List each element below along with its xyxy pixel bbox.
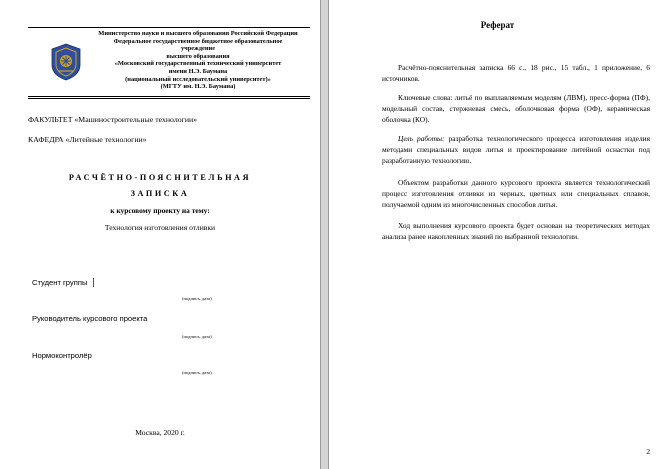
page-gutter <box>320 0 329 469</box>
goal-text: разработка технологического процесса изготовления изделия методами специальных видов литья и проектирование литейной оснастки под разработанную технологию. <box>382 134 650 165</box>
city-year: Москва, 2020 г. <box>135 428 185 437</box>
student-group-label: Студент группы <box>32 278 88 287</box>
organization-header <box>88 30 308 91</box>
abstract-heading: Реферат <box>480 20 515 30</box>
document-title-line1: РАСЧЁТНО-ПОЯСНИТЕЛЬНАЯ <box>68 173 252 182</box>
org-line: Федеральное государственное бюджетное образовательное <box>113 37 283 45</box>
bmstu-emblem-icon <box>50 43 82 81</box>
org-line: (МГТУ им. Н.Э. Баумана) <box>160 83 236 91</box>
abstract-paragraph-approach: Ход выполнения курсового проекта будет основан на теоретических методах анализа ранее накопленных знаний по выбранной технологии. <box>382 221 650 241</box>
signature-date-hint: (подпись, дата) <box>182 370 212 375</box>
supervisor-label: Руководитель курсового проекта <box>32 314 148 323</box>
org-line: Министерство науки и высшего образования Российской Федерации <box>98 30 298 37</box>
org-line: имени Н.Э. Баумана <box>168 67 228 75</box>
page-number: 2 <box>646 447 650 456</box>
project-topic: Технология изготовления отливки <box>104 223 216 232</box>
header-top-rule <box>28 27 310 28</box>
org-line: высшего образования <box>166 52 230 60</box>
document-title-line2: ЗАПИСКА <box>130 189 190 198</box>
abstract-paragraph-keywords: Ключевые слова: литьё по выплавляемым моделям (ЛВМ), пресс-форма (ПФ), модельный состав, стержневая смесь, оболочковая форма (ОФ), керамическая оболочка (КО). <box>382 93 650 124</box>
abstract-paragraph-summary: Расчётно-пояснительная записка 66 с., 18 рис., 15 табл., 1 приложение, 6 источников. <box>382 63 650 83</box>
org-line: (национальный исследовательский университет)» <box>125 75 271 83</box>
text-cursor <box>93 278 94 287</box>
faculty-label: ФАКУЛЬТЕТ «Машиностроительные технологии» <box>28 115 198 124</box>
goal-label: Цель работы: <box>398 134 445 143</box>
org-line: учреждение <box>180 45 216 53</box>
abstract-page <box>329 0 666 469</box>
abstract-paragraph-goal <box>382 133 650 166</box>
header-bottom-rule <box>28 96 310 99</box>
title-page <box>0 0 320 469</box>
signature-date-hint: (подпись, дата) <box>182 296 212 301</box>
abstract-paragraph-object: Объектом разработки данного курсового проекта является технологический процесс изготовления отливки из черных, цветных или специальных сплавов, получаемой одним из многочисленных способов литья. <box>382 178 650 209</box>
signature-date-hint: (подпись, дата) <box>182 334 212 339</box>
org-line: «Московский государственный технический университет <box>114 60 282 68</box>
document-subtitle: к курсовому проекту на тему: <box>110 206 210 215</box>
department-label: КАФЕДРА «Литейные технологии» <box>28 135 147 144</box>
normcontrol-label: Нормоконтролёр <box>32 351 92 360</box>
